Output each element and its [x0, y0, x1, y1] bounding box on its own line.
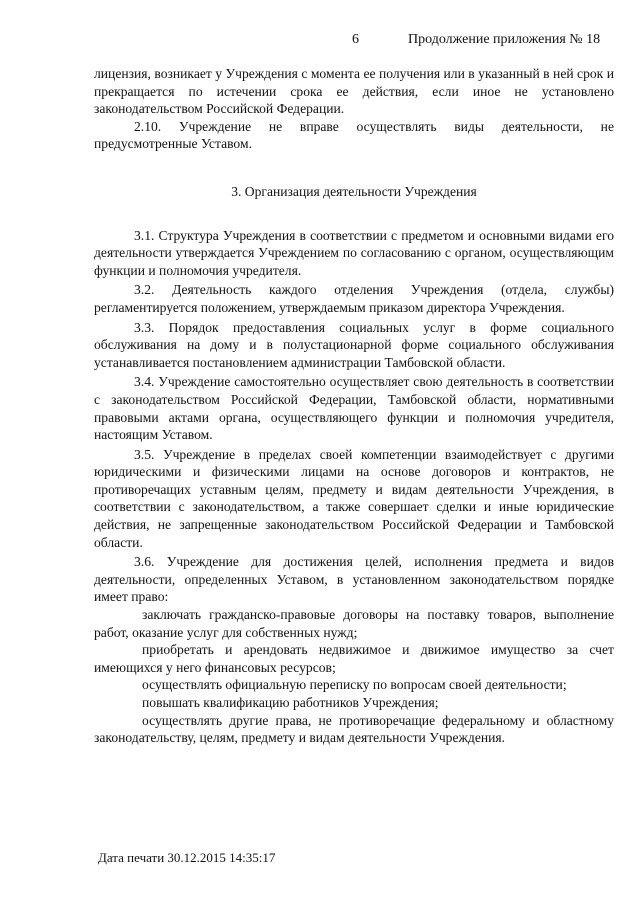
print-date-footer: Дата печати 30.12.2015 14:35:17	[98, 850, 276, 865]
paragraph-2-10: 2.10. Учреждение не вправе осуществлять виды деятельности, не предусмотренные Уставом.	[94, 118, 614, 152]
rights-list-item: заключать гражданско-правовые договоры на поставку товаров, выполнение работ, оказание услуг для собственных нужд;	[94, 607, 614, 640]
paragraph-3-5: 3.5. Учреждение в пределах своей компетенции взаимодействует с другими юридическими и физическими лицами на основе договоров и контрактов, не противоречащих уставным целям, предмету и видам деятельности Учреждения, в соответствии с законодательством, а также совершает сделки и иные юридические действия, не запрещенные законодательством Российской Федерации и Тамбовской области.	[94, 446, 614, 550]
document-body	[94, 65, 614, 747]
rights-list-item: осуществлять официальную переписку по вопросам своей деятельности;	[142, 677, 567, 693]
section-3-title: 3. Организация деятельности Учреждения	[231, 183, 477, 199]
paragraph-3-1: 3.1. Структура Учреждения в соответствии с предметом и основными видами его деятельности утверждается Учреждением по согласованию с органом, осуществляющим функции и полномочия учредителя.	[94, 227, 614, 278]
paragraph-license-continuation: лицензия, возникает у Учреждения с момента ее получения или в указанный в ней срок и прекращается по истечении срока ее действия, если иное не установлено законодательством Российской Федерации.	[94, 66, 614, 117]
paragraph-3-4: 3.4. Учреждение самостоятельно осуществляет свою деятельность в соответствии с законодательством Российской Федерации, Тамбовской области, нормативными правовыми актами органа, осуществляющего функции и полномочия учредителя, настоящим Уставом.	[94, 374, 614, 443]
paragraph-3-6: 3.6. Учреждение для достижения целей, исполнения предмета и видов деятельности, определенных Уставом, в установленном законодательством порядке имеет право:	[94, 554, 614, 605]
rights-list-item: повышать квалификацию работников Учреждения;	[142, 695, 439, 710]
appendix-continuation-header: Продолжение приложения № 18	[408, 32, 601, 47]
paragraph-3-3: 3.3. Порядок предоставления социальных услуг в форме социального обслуживания на дому и в полустационарной форме социального обслуживания устанавливается постановлением администрации Тамбовской области.	[94, 319, 614, 370]
rights-list-item: приобретать и арендовать недвижимое и движимое имущество за счет имеющихся у него финансовых ресурсов;	[94, 642, 614, 675]
rights-list-item: осуществлять другие права, не противоречащие федеральному и областному законодательству, целям, предмету и видам деятельности Учреждения.	[94, 712, 614, 746]
page-number: 6	[352, 32, 359, 47]
paragraph-3-2: 3.2. Деятельность каждого отделения Учреждения (отдела, службы) регламентируется положением, утверждаемым приказом директора Учреждения.	[94, 282, 614, 315]
